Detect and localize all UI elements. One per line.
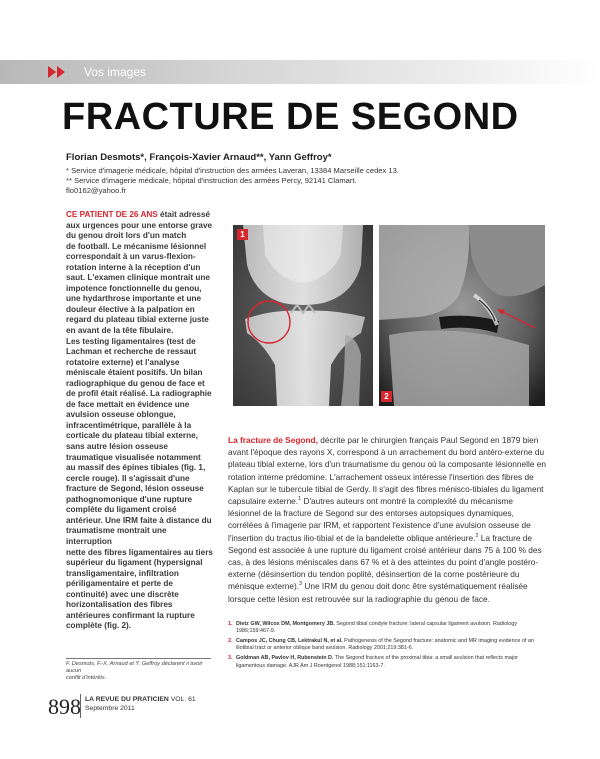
case-line: transligamentaire, infiltration (66, 568, 179, 578)
references (228, 621, 546, 673)
case-line: de football. Le mécanisme lésionnel (66, 241, 207, 251)
author-email: flo0162@yahoo.fr (66, 186, 127, 195)
case-line: impotence fonctionnelle du genou, (66, 283, 202, 293)
case-line: regard du plateau tibial externe juste (66, 315, 209, 325)
footer-divider (80, 694, 81, 718)
case-line: supérieur du ligament (hypersignal (66, 558, 203, 568)
ref-marker: 3 (299, 581, 303, 588)
authors: Florian Desmots*, François-Xavier Arnaud**, Yann Geffroy* (66, 152, 332, 163)
case-line: du genou droit lors d'un match (66, 231, 187, 241)
case-line: une hydarthrose importante et une (66, 294, 202, 304)
case-line: rotation interne à la réception d'un (66, 262, 201, 272)
affiliation-1: * Service d'imagerie médicale, hôpital d'instruction des armées Laveran, 13384 Marseille cedex 13. (66, 166, 399, 175)
case-line: pathognomonique d'une rupture (66, 494, 193, 504)
case-line: correspondait à un varus-flexion- (66, 252, 196, 262)
case-line: antérieur. Une IRM faite à distance du (66, 515, 212, 525)
case-line: CE PATIENT DE 26 ANS était adressé (66, 210, 211, 219)
case-line: de profil était réalisé. La radiographie (66, 389, 212, 399)
case-line: en avant de la tête fibulaire. (66, 326, 174, 336)
case-line: infracentimétrique, parallèle à la (66, 420, 192, 430)
case-line: horizontalisation des fibres (66, 600, 173, 610)
case-line: aux urgences pour une entorse grave (66, 220, 213, 230)
article-title: FRACTURE DE SEGOND (62, 96, 519, 138)
journal-info (85, 695, 196, 713)
discussion-lead: La fracture de Segond, (228, 435, 318, 445)
case-line: douleur élective à la palpation en (66, 304, 195, 314)
figure-2-mri (379, 225, 545, 406)
mri-image (379, 225, 545, 406)
journal-date: Septembre 2011 (85, 705, 135, 712)
case-line: de face mettait en évidence une (66, 399, 190, 409)
ref-marker: 2 (475, 532, 479, 539)
case-description (66, 210, 213, 632)
case-line: complète du ligament croisé (66, 505, 177, 515)
discussion-text (228, 434, 546, 605)
case-line: cercle rouge). Il s'agissait d'une (66, 473, 190, 483)
discussion-paragraph: La fracture de Segond, décrite par le chirurgien français Paul Segond en 1879 bien avant l'époque des rayons X, correspond à un arrachement du bord antéro-externe du plateau tibial externe, lors d'un traumatisme du genou où la composante lésionnelle en rotation interne prédomine. L'arrachement osseux intéresse l'insertion des fibres de Kaplan sur le tubercule tibial de Gerdy. Il s'agit des fibres ménisco-tibiales du ligament capsulaire externe.$^1$ D'autres auteurs ont montré la complexité du mécanisme lésionnel de la fracture de Segond sur des entorses autopsiques dynamiques, corrélées à l'imagerie par IRM, et rapportent l'existence d'une avulsion osseuse de l'insertion du tractus ilio-tibial et de la bandelette oblique antérieure.$^2$ La fracture de Segond est associée à une rupture du ligament croisé antérieur dans 75 à 100 % des cas, à des lésions méniscales dans 67 % et à des atteintes du point d'angle postéro-externe (désinsertion du tendon poplité, désinsertion de la corne postérieure du ménisque externe).$^3$ Une IRM du genou doit donc être systématiquement réalisée lorsque cette lésion est retrouvée sur la radiographie du genou de face. (228, 435, 546, 604)
page-number: 898 (48, 694, 81, 719)
case-line: Lachman et recherche de ressaut (66, 347, 197, 357)
case-lead: CE PATIENT DE 26 ANS (66, 210, 158, 219)
reference-item: 3. Goldman AB, Pavlov H, Rubenstein D. The Segond fracture of the proximal tibia: a small avulsion that reflects major ligamentous damage. AJR Am J Roentgenol 1988;151:1163-7. (228, 655, 518, 669)
case-line: antérieures confirmant la rupture (66, 610, 195, 620)
case-line: saut. L'examen clinique montrait une (66, 273, 210, 283)
journal-name: LA REVUE DU PRATICIEN (85, 696, 169, 703)
case-line: méniscale étaient positifs. Un bilan (66, 368, 203, 378)
case-line: avulsion osseuse oblongue, (66, 410, 176, 420)
case-line: sans autre lésion osseuse (66, 442, 168, 452)
section-label: Vos images (84, 65, 147, 79)
case-line: corticale du plateau tibial externe, (66, 431, 198, 441)
figure-1-label: 1 (237, 229, 248, 240)
ref-marker: 1 (298, 496, 302, 503)
reference-item: 2. Campos JC, Chung CB, Lektrakul N, et al. Pathogenesis of the Segond fracture: anatomic and MR imaging evidence of an iliotibial tract or anterior oblique band avulsion. Radiology 2001;219:381-6. (228, 638, 534, 652)
reference-item: 1. Dietz GW, Wilcox DM, Montgomery JB. Segond tibial condyle fracture: lateral capsular ligament avulsion. Radiology 1986;159:467-9. (228, 621, 517, 635)
affiliation-2: ** Service d'imagerie médicale, hôpital d'instruction des armées Percy, 92141 Clamart. (66, 176, 357, 185)
case-line: périligamentaire et perte de (66, 579, 173, 589)
figure-1-xray (233, 225, 373, 406)
case-line: rotatoire externe) et l'analyse (66, 357, 180, 367)
journal-volume: VOL. 61 (168, 696, 196, 703)
case-line: Les testing ligamentaires (test de (66, 336, 196, 346)
conflict-of-interest-note: F. Desmots, F.-X. Arnaud et Y. Geffroy déclarent n'avoir aucun conflit d'intérêts. (66, 658, 211, 682)
case-line: traumatique visualisée notamment (66, 452, 201, 462)
case-line: fracture de Segond, lésion osseuse (66, 484, 204, 494)
case-line: traumatisme montrait une interruption (66, 526, 167, 546)
xray-image (233, 225, 373, 406)
case-line: nette des fibres ligamentaires au tiers (66, 547, 213, 557)
case-line: radiographique du genou de face et (66, 378, 205, 388)
double-chevron-icon (48, 66, 74, 78)
case-line: continuité) avec une discrète (66, 589, 179, 599)
case-line: au massif des épines tibiales (fig. 1, (66, 463, 206, 473)
case-line: complète (fig. 2). (66, 621, 132, 631)
figure-2-label: 2 (381, 391, 392, 402)
